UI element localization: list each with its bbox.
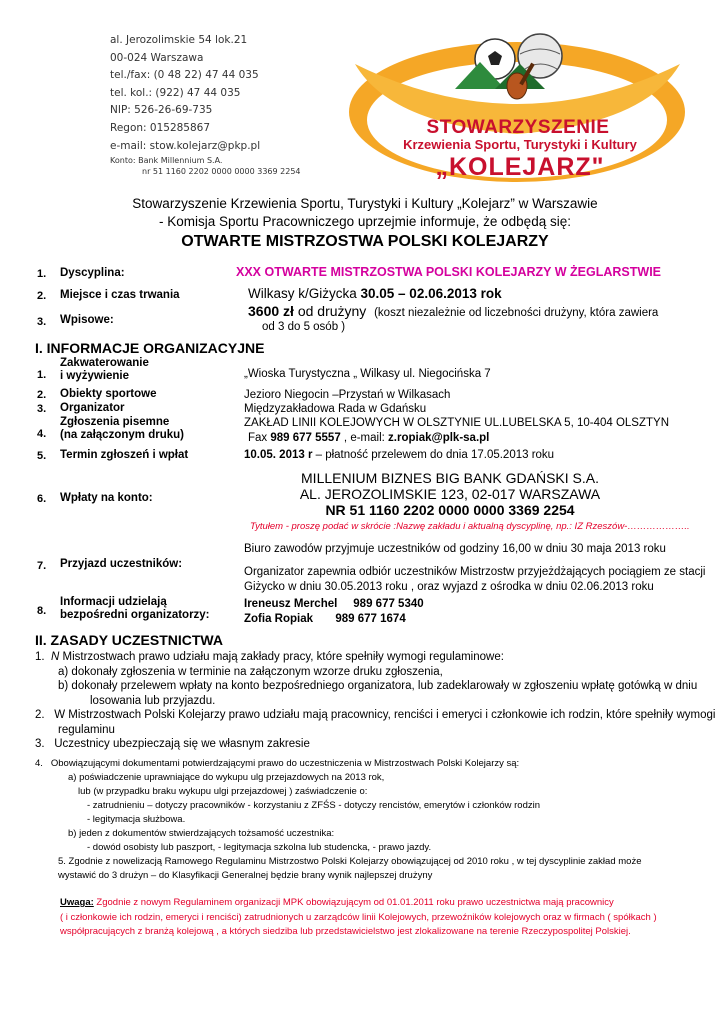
notice-text: Zgodnie z nowym Regulaminem organizacji MPK obowiązującym od 01.01.2011 roku prawo uczestnictwa mają pracownicy xyxy=(93,897,614,908)
email-label: , e-mail: xyxy=(340,432,389,444)
fee-label: Wpisowe: xyxy=(60,314,114,326)
organizer-value: Międzyzakładowa Rada w Gdańsku xyxy=(244,403,427,415)
fee-note: (koszt niezależnie od liczebności drużyny, która zawiera xyxy=(374,307,659,319)
row-number: 6. xyxy=(37,493,47,505)
row-number: 5. xyxy=(37,450,47,462)
payment-label: Wpłaty na konto: xyxy=(60,492,153,504)
label-line: bezpośredni organizatorzy: xyxy=(60,609,210,621)
address-line: NIP: 526-26-69-735 xyxy=(110,104,213,117)
row-number: 1. xyxy=(37,369,47,381)
address-line: tel. kol.: (922) 47 44 035 xyxy=(110,86,241,99)
row-number: 2. xyxy=(37,290,47,302)
label-line: Zakwaterowanie xyxy=(60,357,149,369)
row-number: 3. xyxy=(37,403,47,415)
row-number: 3. xyxy=(37,316,47,328)
contact-person: Zofia Ropiak 989 677 1674 xyxy=(244,613,406,625)
address-line: al. Jerozolimskie 54 lok.21 xyxy=(110,34,248,46)
rule-subitem: a) poświadczenie uprawniające do wykupu ulg przejazdowych na 2013 rok, xyxy=(68,772,385,783)
contact-person: Ireneusz Merchel 989 677 5340 xyxy=(244,598,424,610)
fax-number: 989 677 5557 xyxy=(270,432,341,444)
fee-unit: od drużyny xyxy=(293,303,367,319)
label-line: (na załączonym druku) xyxy=(60,429,184,441)
accommodation-value: „Wioska Turystyczna „ Wilkasy ul. Niegocińska 7 xyxy=(244,368,491,380)
row-number: 8. xyxy=(37,605,47,617)
rule-subitem-cont: losowania lub przyjazdu. xyxy=(90,694,216,707)
logo-title: STOWARZYSZENIE xyxy=(426,117,610,138)
logo-name: „KOLEJARZ" xyxy=(435,153,605,181)
intro-line: Stowarzyszenie Krzewienia Sportu, Turystyki i Kultury „Kolejarz” w Warszawie xyxy=(132,196,598,211)
contact-label xyxy=(60,596,210,622)
rule-item: 5. Zgodnie z nowelizacją Ramowego Regulaminu Mistrzostwo Polski Kolejarzy obowiązującej od 2010 roku , w tej dyscyplinie zakład może xyxy=(58,856,642,867)
arrival-office-hours: Biuro zawodów przyjmuje uczestników od godziny 16,00 w dniu 30 maja 2013 roku xyxy=(244,543,666,555)
arrival-departure: Giżycko w dniu 30.05.2013 roku , oraz wyjazd z ośrodka w dniu 02.06.2013 roku xyxy=(244,581,654,593)
application-label xyxy=(60,416,184,442)
bank-address: AL. JEROZOLIMSKIE 123, 02-017 WARSZAWA xyxy=(299,486,601,502)
arrival-label: Przyjazd uczestników: xyxy=(60,558,183,570)
rule-number: 1. xyxy=(35,651,45,663)
notice-line xyxy=(60,896,657,911)
address-line: tel./fax: (0 48 22) 47 44 035 xyxy=(110,69,259,82)
place-time-label: Miejsce i czas trwania xyxy=(60,289,180,301)
address-line: Regon: 015285867 xyxy=(110,121,211,134)
deadline-value xyxy=(244,448,554,462)
rule-text-cont: wystawić do 3 drużyn – do Klasyfikacji Generalnej będzie brany wynik najlepszej drużyny xyxy=(58,870,433,881)
notice-label: Uwaga: xyxy=(60,897,94,908)
bank-account-label: Konto: Bank Millennium S.A. xyxy=(110,156,223,166)
fee-note-cont: od 3 do 5 osób ) xyxy=(262,321,346,333)
rule-item xyxy=(35,737,715,752)
row-number: 1. xyxy=(37,268,47,280)
rule-text-cont: regulaminu xyxy=(58,723,115,736)
payment-note: Tytułem - proszę podać w skrócie :Nazwę zakładu i aktualną dyscyplinę, np.: IZ Rzeszów-……………….. xyxy=(250,521,690,532)
rule-item xyxy=(35,650,715,665)
rule-subitem-cont: lub (w przypadku braku wykupu ulgi przejazdowej ) zaświadczenie o: xyxy=(78,786,368,797)
venue-label: Obiekty sportowe xyxy=(60,388,157,400)
address-block xyxy=(110,32,301,177)
rule-number: 2. xyxy=(35,709,45,721)
fax-label: Fax xyxy=(248,432,271,444)
documents-rules xyxy=(35,757,641,883)
rule-text: Mistrzostwach prawo udziału mają zakłady pracy, które spełniły wymogi regulaminowe: xyxy=(59,651,504,663)
application-address: ZAKŁAD LINII KOLEJOWYCH W OLSZTYNIE UL.LUBELSKA 5, 10-404 OLSZTYN xyxy=(244,417,669,429)
address-line: e-mail: stow.kolejarz@pkp.pl xyxy=(110,139,261,152)
rule-initial: N xyxy=(50,651,60,663)
application-contact xyxy=(248,431,489,445)
rule-text: Uczestnicy ubezpieczają się we własnym zakresie xyxy=(54,738,310,750)
bank-account-number: nr 51 1160 2202 0000 0000 3369 2254 xyxy=(142,167,301,177)
label-line: Informacji udzielają xyxy=(60,596,167,608)
dates-text: 30.05 – 02.06.2013 rok xyxy=(360,286,502,301)
rule-subitem: a) dokonały zgłoszenia w terminie na załączonym wzorze druku zgłoszenia, xyxy=(58,665,443,678)
row-number: 7. xyxy=(37,560,47,572)
rule-subitem-cont: - zatrudnieniu – dotyczy pracowników - korzystaniu z ZFŚS - dotyczy rencistów, emerytów i członków rodzin xyxy=(87,800,540,811)
label-line: i wyżywienie xyxy=(60,370,130,382)
rule-item xyxy=(35,708,715,723)
intro-text xyxy=(100,195,630,230)
rule-number: 3. xyxy=(35,738,45,750)
page-title: OTWARTE MISTRZOSTWA POLSKI KOLEJARZY xyxy=(181,233,549,250)
organizer-label: Organizator xyxy=(60,402,125,414)
bank-name: MILLENIUM BIZNES BIG BANK GDAŃSKI S.A. xyxy=(301,470,599,486)
notice-line: ( i członkowie ich rodzin, emeryci i renciści) zatrudnionych u zarządców linii Kolejowych, przewoźników kolejowych oraz w firmach ( spółkach ) xyxy=(60,911,657,923)
section-heading: II. ZASADY UCZESTNICTWA xyxy=(35,632,223,648)
payment-details xyxy=(240,470,660,518)
rule-subitem: b) dokonały przelewem wpłaty na konto bezpośredniego organizatora, lub zadeklarowały w zgłoszeniu wpłatę gotówką w dniu xyxy=(58,680,698,692)
address-line: 00-024 Warszawa xyxy=(110,51,204,64)
rule-subitem: b) jeden z dokumentów stwierdzających tożsamość uczestnika: xyxy=(68,828,335,839)
place-text: Wilkasy k/Giżycka xyxy=(248,286,361,301)
section-heading: I. INFORMACJE ORGANIZACYJNE xyxy=(35,340,265,356)
row-number: 2. xyxy=(37,389,47,401)
notice-line: współpracujących z branżą kolejową , a których siedziba lub przedstawicielstwo jest zlokalizowane na terenie Rzeczypospolitej Polskiej. xyxy=(60,926,631,937)
account-number: NR 51 1160 2202 0000 0000 3369 2254 xyxy=(325,502,575,518)
rule-subitem-cont: - legitymacja służbowa. xyxy=(87,814,186,825)
arrival-pickup: Organizator zapewnia odbiór uczestników Mistrzostw przyjeżdżających pociągiem ze stacji xyxy=(244,566,706,578)
venue-value: Jezioro Niegocin –Przystań w Wilkasach xyxy=(244,389,451,401)
rule-text: W Mistrzostwach Polski Kolejarzy prawo udziału mają pracownicy, renciści i emeryci i członkowie ich rodzin, które spełniły wymogi xyxy=(54,709,716,721)
discipline-label: Dyscyplina: xyxy=(60,267,125,279)
rules-list xyxy=(35,650,715,752)
discipline-value: XXX OTWARTE MISTRZOSTWA POLSKI KOLEJARZY W ŻEGLARSTWIE xyxy=(236,265,662,279)
rule-item xyxy=(35,757,641,771)
logo-subtitle: Krzewienia Sportu, Turystyki i Kultury xyxy=(403,137,637,152)
notice xyxy=(60,896,657,940)
label-line: Zgłoszenia pisemne xyxy=(60,416,170,428)
rule-text: Obowiązującymi dokumentami potwierdzającymi prawo do uczestniczenia w Mistrzostwach Polski Kolejarzy są: xyxy=(50,758,520,769)
fee-amount: 3600 zł xyxy=(248,303,294,319)
row-number: 4. xyxy=(37,428,47,440)
rule-number: 4. xyxy=(35,758,43,769)
deadline-note: – płatność przelewem do dnia 17.05.2013 roku xyxy=(312,449,555,461)
deadline-date: 10.05. 2013 r xyxy=(244,449,313,461)
deadline-label: Termin zgłoszeń i wpłat xyxy=(60,449,189,461)
place-time-value xyxy=(248,286,502,301)
accommodation-label xyxy=(60,357,149,383)
fee-value xyxy=(248,303,658,319)
intro-line: - Komisja Sportu Pracowniczego uprzejmie informuje, że odbędą się: xyxy=(159,213,571,229)
email-link[interactable]: z.ropiak@plk-sa.pl xyxy=(388,432,490,444)
rule-subitem-cont: - dowód osobisty lub paszport, - legitymacja szkolna lub studencka, - prawo jazdy. xyxy=(87,842,432,853)
